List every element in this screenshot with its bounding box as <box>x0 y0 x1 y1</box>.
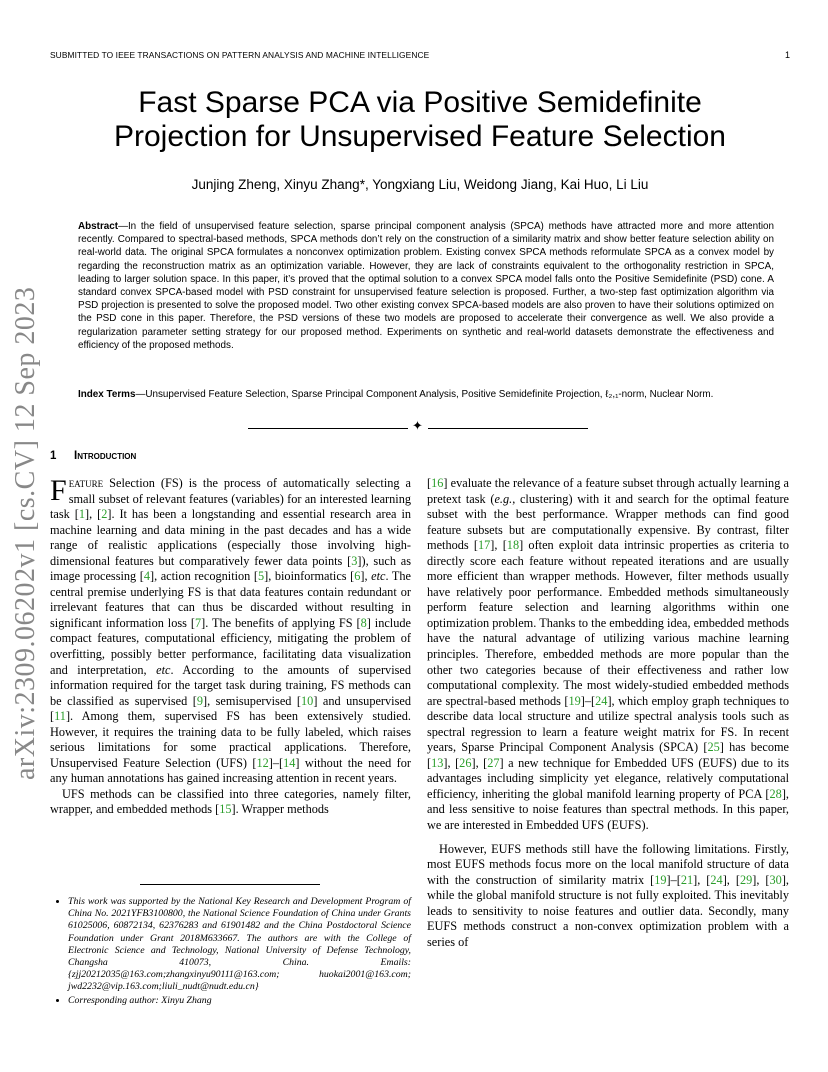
citation-link[interactable]: 16 <box>431 476 444 490</box>
citation-link[interactable]: 10 <box>301 693 314 708</box>
abstract-label: Abstract <box>78 221 119 232</box>
italic-text: etc <box>371 569 386 584</box>
citation-link[interactable]: 24 <box>595 693 608 708</box>
citation-link[interactable]: 7 <box>194 615 202 630</box>
text: ]. Wrapper methods <box>231 802 329 817</box>
abstract <box>78 220 774 352</box>
text: ], and less sensitive to noise features than spectral methods. In this paper, we are interested in Embedded UFS (EUFS). <box>427 786 789 833</box>
text: ], action recognition [ <box>150 569 258 584</box>
citation-link[interactable]: 29 <box>739 872 753 887</box>
abstract-text: —In the field of unsupervised feature selection, sparse principal component analysis (SPCA) methods have attracted more and more attention recently. Compared to spectral-based methods, SPCA methods don’t rely on the construction of a similarity matrix and show better feature selection ability on real-world data. The original SPCA formulates a nonconvex optimization problem. Existing convex SPCA methods reformulate SPCA as a convex model by regarding the reconstruction matrix as an optimization variable. However, they are lack of constraints equivalent to the orthogonality restriction in SPCA, leading to larger solution space. In this paper, it’s proved that the optimal solution to a convex SPCA model falls onto the Positive Semidefinite (PSD) cone. A standard convex SPCA-based model with PSD constraint for unsupervised feature selection is proposed. Further, a two-step fast optimization algorithm via PSD projection is presented to solve the proposed model. Two other existing convex SPCA-based models are also proven to have their solutions optimized on the PSD cone in this paper. Therefore, the PSD versions of these two models are proposed to accelerate their convergence as well. We also provide a regularization parameter setting strategy for our proposed method. Experiments on synthetic and real-world datasets demonstrate the effectiveness and efficiency of the proposed methods. <box>78 221 774 351</box>
citation-link[interactable]: 17 <box>478 538 491 553</box>
diamond-star-icon: ✦ <box>412 419 423 434</box>
citation-link[interactable]: 18 <box>506 538 520 553</box>
citation-link[interactable]: 5 <box>257 569 265 584</box>
left-column <box>50 476 411 818</box>
text: ] often exploit data intrinsic properties as criteria to directly score each feature without repeated iterations and are usually more efficient than wrapper methods. However, filter methods usually have relatively poor performance. Embedded methods simultaneously perform feature selection and learning algorithms within one optimization problem. Thanks to the embedding idea, embedded methods have the natural advantage of utilizing various machine learning principles. Therefore, embedded methods are more popular than the other two categories because of their effectiveness and rather low computational complexity. The most widely-studied embedded methods are spectral-based methods [ <box>427 538 789 708</box>
text: ], [ <box>471 755 488 770</box>
text: ] a new technique for Embedded UFS (EUFS) due to its advantages including simplicity yet elegance, relatively computational efficiency, inheriting the global manifold learning property of PCA [ <box>427 755 789 801</box>
italic-text: etc <box>156 662 171 677</box>
index-terms-text: —Unsupervised Feature Selection, Sparse Principal Component Analysis, Positive Semidefinite Projection, ℓ₂,₁-norm, Nuclear Norm. <box>135 389 714 400</box>
italic-text: e.g. <box>494 491 513 506</box>
text: ], <box>360 569 372 584</box>
section-divider <box>248 419 588 436</box>
text: , clustering) with it and search for the optimal feature subset with the best performance. Wrapper methods can find good feature subsets but are computationally expensive. By contrast, filter methods [ <box>427 491 789 553</box>
citation-link[interactable]: 19 <box>654 872 667 887</box>
arxiv-stamp <box>2 286 48 780</box>
smallcaps-text: eature <box>68 476 104 490</box>
text: ] include compact features, computational efficiency, mitigating the problem of overfitting, possibly better performance, facilitating data visualization and interpretation, <box>50 615 411 677</box>
citation-link[interactable]: 30 <box>769 872 782 887</box>
citation-link[interactable]: 11 <box>54 709 66 724</box>
text: ], [ <box>722 872 740 887</box>
text: ], semisupervised [ <box>203 693 302 708</box>
intro-paragraph-4 <box>427 842 789 951</box>
text: . The central premise underlying FS is that data features contain redundant or irrelevant features that can thus be discarded without resulting in significant information loss [ <box>50 569 411 630</box>
running-header: SUBMITTED TO IEEE TRANSACTIONS ON PATTERN ANALYSIS AND MACHINE INTELLIGENCE <box>50 50 430 60</box>
intro-paragraph-3: [16] evaluate the relevance of a feature subset through actually learning a pretext task (e.g., clustering) with it and search for the optimal feature subset with the best performance. Wrapper methods can find good feature subsets but are computationally expensive. By contrast, filter methods [17], [18] often exploit data intrinsic properties as criteria to directly score each feature without repeated iterations and are usually more efficient than wrapper methods. However, filter methods usually have relatively poor performance. Embedded methods simultaneously perform feature selection and learning algorithms within one optimization problem. Thanks to the embedding idea, embedded methods have the natural advantage of utilizing various machine learning principles. Therefore, embedded methods are more popular than the other two categories because of their effectiveness and rather low computational complexity. The most widely-studied embedded methods are spectral-based methods [19]–[24], which employ graph techniques to describe data local structure and utilize spectral analysis tools such as spectral regression to learn a feature weight matrix for FS. In recent years, Sparse Principal Component Analysis (SPCA) [25] has become [13], [26], [27] a new technique for Embedded UFS (EUFS) due to its advantages including simplicity yet elegance, relatively computational efficiency, inheriting the global manifold learning property of PCA [28], and less sensitive to noise features than spectral methods. In this paper, we are interested in Embedded UFS (EUFS). <box>427 476 789 833</box>
text: ]. Among them, supervised FS has been extensively studied. However, it requires the training data to be fully labeled, which raises serious limitations for some practical applications. Therefore, Unsupervised Feature Selection (UFS) [ <box>50 709 411 770</box>
citation-link[interactable]: 1 <box>78 507 85 522</box>
citation-link[interactable]: 6 <box>354 569 361 584</box>
citation-link[interactable]: 4 <box>143 569 150 584</box>
text: ], [ <box>85 507 102 522</box>
index-terms-label: Index Terms <box>78 389 136 400</box>
title-line-2: Projection for Unsupervised Feature Selection <box>114 120 726 153</box>
citation-link[interactable]: 19 <box>568 693 581 708</box>
footnotes <box>50 896 411 1008</box>
text: ], [ <box>693 872 711 887</box>
right-column <box>427 476 789 950</box>
footnote-corresponding: • Corresponding author: Xinyu Zhang <box>68 995 411 1007</box>
citation-link[interactable]: 14 <box>283 755 296 770</box>
section-heading <box>50 450 136 462</box>
text: UFS methods can be classified into three categories, namely filter, wrapper, and embedded methods [ <box>50 786 411 817</box>
text: ]. The benefits of applying FS [ <box>201 615 361 630</box>
text: ] and unsupervised [ <box>50 693 411 724</box>
text: Selection (FS) is the process of automatically selecting a small subset of relevant features (variables) for an interested learning task [ <box>50 476 411 522</box>
citation-link[interactable]: 13 <box>431 755 444 770</box>
text: ], [ <box>752 872 770 887</box>
text: ]. It has been a longstanding and essential research area in machine learning and data mining in the past decades and has a wide range of realistic applications (especially those involving high-dimensional features but comparatively fewer data points [ <box>50 507 412 568</box>
citation-link[interactable]: 12 <box>256 755 269 770</box>
citation-link[interactable]: 24 <box>710 872 723 887</box>
text: ]–[ <box>666 872 681 887</box>
text: . According to the amounts of supervised information required for the target task during training, FS methods can be classified as supervised [ <box>50 662 411 708</box>
text: ] has become [ <box>427 740 789 770</box>
citation-link[interactable]: 25 <box>707 740 720 755</box>
intro-paragraph-1 <box>50 476 411 787</box>
text: ]–[ <box>580 693 596 708</box>
text: ]–[ <box>268 755 284 770</box>
text: ], bioinformatics [ <box>264 569 355 584</box>
citation-link[interactable]: 21 <box>680 872 694 887</box>
arxiv-stamp-text: arXiv:2309.06202v1 [cs.CV] 12 Sep 2023 <box>10 286 41 780</box>
author-list: Junjing Zheng, Xinyu Zhang*, Yongxiang Liu, Weidong Jiang, Kai Huo, Li Liu <box>191 177 649 192</box>
footnote-funding: • This work was supported by the National Key Research and Development Program of China No. 2021YFB3100800, the National Science Foundation of China under Grants 61025006, 60872134, 62376283 and 61901482 and the China Postdoctoral Science Foundation under Grant 2018M633667. The authors are with the College of Electronic Science and Technology, National University of Defense Technology, Changsha 410073, China. Emails: {zjj20212035@163.com;zhangxinyu90111@163.com; huokai2001@163.com; jwd2232@vip.163.com;liuli_nudt@nudt.edu.cn} <box>68 896 411 994</box>
text: However, EUFS methods still have the following limitations. Firstly, most EUFS methods focus more on the local manifold structure of data with the construction of similarity matrix [ <box>427 841 789 887</box>
text: ]), such as image processing [ <box>50 553 411 584</box>
text: ] without the need for any human annotations has gained increasing attention in recent years. <box>50 755 411 786</box>
citation-link[interactable]: 9 <box>196 693 203 708</box>
intro-paragraph-2 <box>50 787 411 818</box>
section-title: Introduction <box>74 450 137 462</box>
title-line-1: Fast Sparse PCA via Positive Semidefinite <box>138 86 702 119</box>
text: ], [ <box>490 538 507 553</box>
text: ], [ <box>443 755 460 770</box>
citation-link[interactable]: 2 <box>101 507 108 522</box>
footnote-rule <box>140 884 320 885</box>
drop-cap: F <box>50 474 67 507</box>
citation-link[interactable]: 15 <box>219 802 232 817</box>
citation-link[interactable]: 3 <box>351 553 358 568</box>
text: ], which employ graph techniques to describe data local structure and utilize spectral analysis tools such as spectral regression to learn a feature weight matrix for FS. In recent years, Sparse Principal Component Analysis (SPCA) [ <box>427 693 789 755</box>
index-terms <box>78 388 774 401</box>
page-number: 1 <box>784 50 790 60</box>
citation-link[interactable]: 26 <box>459 755 472 770</box>
text: ] evaluate the relevance of a feature subset through actually learning a pretext task ( <box>427 476 789 506</box>
text: ], while the global manifold structure is not fully exploited. This inevitably leads to sensitivity to noise features and outlier data. Secondly, many EUFS methods construct a non-convex optimization problem with a series of <box>427 872 789 949</box>
citation-link[interactable]: 27 <box>487 755 500 770</box>
paper-title <box>40 86 800 154</box>
section-number: 1 <box>50 450 57 462</box>
citation-link[interactable]: 28 <box>769 786 782 801</box>
citation-link[interactable]: 8 <box>360 615 367 630</box>
